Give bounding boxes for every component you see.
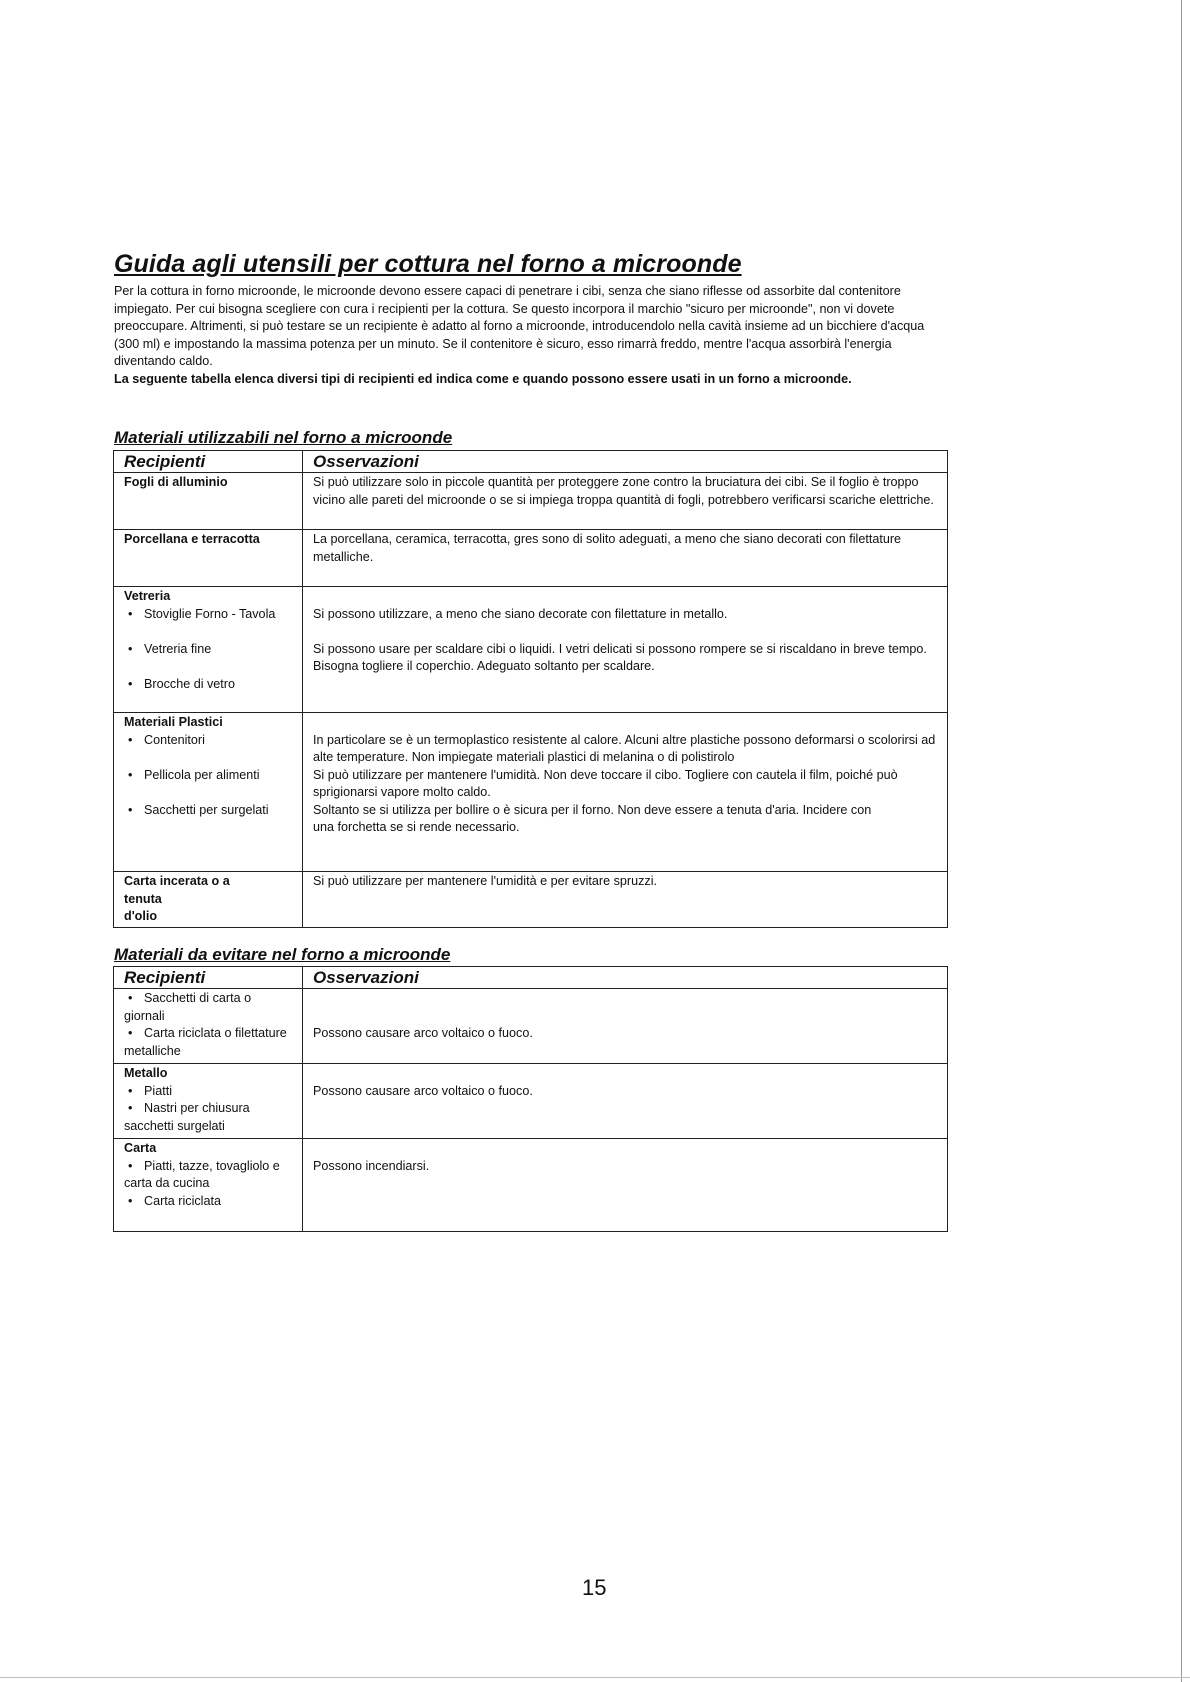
- container-note: metalliche.: [313, 549, 374, 564]
- table-row-paper: [114, 1139, 948, 1232]
- scan-bottom-line: [0, 1677, 1190, 1678]
- table-row-porcelain: [114, 530, 948, 587]
- container-name: Porcellana e terracotta: [124, 532, 260, 546]
- column-header-containers: Recipienti: [114, 451, 303, 473]
- container-note: Si possono utilizzare, a meno che siano decorate con filettature in metallo.: [313, 606, 728, 621]
- table-row-metal: [114, 1064, 948, 1139]
- container-name: Carta: [124, 1141, 157, 1155]
- container-note: Possono incendiarsi.: [313, 1158, 430, 1173]
- container-note: Possono causare arco voltaico o fuoco.: [313, 1083, 533, 1098]
- container-item: • Brocche di vetro: [124, 676, 292, 694]
- avoid-materials-table: [113, 966, 948, 1232]
- table-header-row: [114, 451, 948, 473]
- column-header-notes: Osservazioni: [303, 967, 948, 989]
- container-name: Carta incerata o a: [124, 874, 230, 888]
- table-row-plastics: [114, 713, 948, 872]
- intro-paragraph: Per la cottura in forno microonde, le microonde devono essere capaci di penetrare i cibi, senza che siano riflesse od assorbite dal contenitore impiegato. Per cui bisogna scegliere con cura i recipienti per la cottura. Se questo incorpora il marchio "sicuro per microonde", non vi dovete preoccupare. Altrimenti, si può testare se un recipiente è adatto al forno a microonde, introducendolo nella cavità insieme ad un bicchiere d'acqua (300 ml) e impostando la massima potenza per un minuto. Se il contenitore è sicuro, esso rimarrà freddo, mentre l'acqua assorbirà l'energia diventando caldo.: [114, 284, 925, 368]
- container-note: una forchetta se si rende necessario.: [313, 820, 520, 834]
- container-item: • Nastri per chiusura sacchetti surgelati: [124, 1100, 292, 1135]
- table-row-aluminium: [114, 473, 948, 530]
- container-name: Materiali Plastici: [124, 715, 223, 729]
- usable-materials-heading: Materiali utilizzabili nel forno a microonde: [114, 428, 453, 447]
- column-header-notes: Osservazioni: [303, 451, 948, 473]
- container-note: La porcellana, ceramica, terracotta, gres sono di solito adeguati, a meno che siano decorati con filettature: [313, 532, 902, 546]
- table-row-glass: [114, 587, 948, 713]
- table-row-paper-bags: [114, 989, 948, 1064]
- container-name: Fogli di alluminio: [124, 475, 228, 489]
- container-item: • Sacchetti di carta o giornali: [124, 990, 292, 1025]
- container-item: • Piatti: [124, 1083, 292, 1101]
- scan-edge-line: [1181, 0, 1182, 1682]
- container-item: • Sacchetti per surgelati: [124, 802, 292, 820]
- intro-bold-paragraph: La seguente tabella elenca diversi tipi di recipienti ed indica come e quando possono essere usati in un forno a microonde.: [114, 372, 852, 386]
- container-name: Metallo: [124, 1066, 168, 1080]
- usable-materials-table: [113, 450, 948, 928]
- container-note: Possono causare arco voltaico o fuoco.: [313, 1026, 533, 1040]
- container-note: Bisogna togliere il coperchio. Adeguato soltanto per scaldare.: [313, 659, 655, 673]
- container-item: • Carta riciclata o filettature metalliche: [124, 1025, 292, 1060]
- container-note: Si può utilizzare solo in piccole quantità per proteggere zone contro la bruciatura dei cibi. Se il foglio è troppo vicino alle pareti del microonde o se si impiega troppa quantità di fogli, potrebbero verificarsi scariche elettriche.: [313, 475, 934, 507]
- table-row-waxed-paper: [114, 872, 948, 928]
- container-note: In particolare se è un termoplastico resistente al calore. Alcuni altre plastiche possono deformarsi o scolorirsi ad alte temperature. Non impiegate materiali plastici di melanina o di polistirolo: [313, 732, 936, 764]
- container-name: tenuta: [124, 891, 162, 906]
- table-header-row: [114, 967, 948, 989]
- container-note: Si può utilizzare per mantenere l'umidità e per evitare spruzzi.: [313, 874, 657, 888]
- container-item: • Piatti, tazze, tovagliolo e carta da cucina: [124, 1158, 292, 1193]
- container-name: Vetreria: [124, 589, 171, 603]
- container-note: Soltanto se si utilizza per bollire o è sicura per il forno. Non deve essere a tenuta d'aria. Incidere con: [313, 802, 872, 817]
- container-item: • Pellicola per alimenti: [124, 767, 292, 785]
- container-name: d'olio: [124, 909, 158, 923]
- container-item: • Carta riciclata: [124, 1193, 292, 1211]
- avoid-materials-heading: Materiali da evitare nel forno a microonde: [114, 945, 451, 964]
- container-item: • Contenitori: [124, 732, 292, 750]
- page-title: Guida agli utensili per cottura nel forno a microonde: [114, 250, 742, 278]
- container-item: • Stoviglie Forno - Tavola: [124, 606, 292, 624]
- container-note: Si possono usare per scaldare cibi o liquidi. I vetri delicati si possono rompere se si riscaldano in breve tempo.: [313, 641, 927, 656]
- container-item: • Vetreria fine: [124, 641, 292, 659]
- page-number: 15: [582, 1575, 607, 1600]
- container-note: Si può utilizzare per mantenere l'umidità. Non deve toccare il cibo. Togliere con cautela il film, poiché può sprigionarsi vapore molto caldo.: [313, 767, 898, 799]
- column-header-containers: Recipienti: [114, 967, 303, 989]
